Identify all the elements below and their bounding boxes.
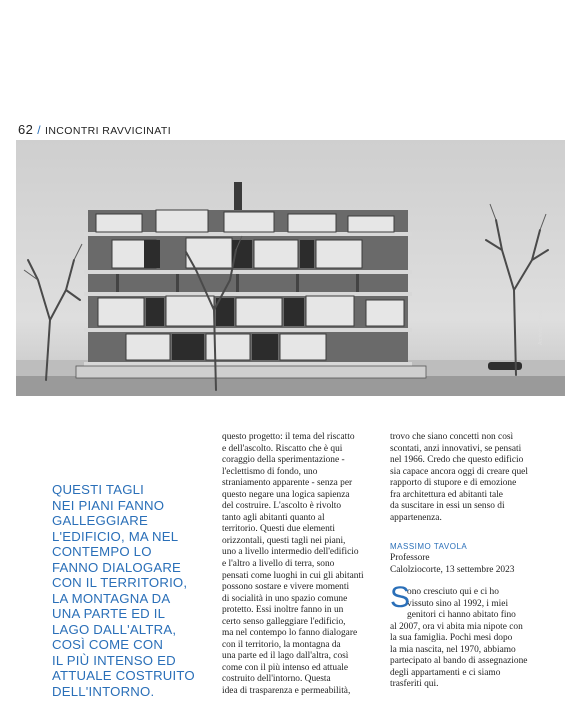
body-line: genitori ci hanno abitato fino	[407, 610, 516, 621]
testimony-text	[390, 581, 560, 691]
body-line: pensati come luoghi in cui gli abitanti	[222, 570, 364, 581]
body-column-middle	[222, 432, 380, 698]
body-line: da suscitare in essi un senso di	[390, 501, 505, 512]
quote-line: CON IL TERRITORIO,	[52, 575, 188, 590]
body-line: trasferiti qui.	[390, 679, 439, 690]
body-line: l'eclettismo di fondo, uno	[222, 466, 318, 477]
quote-line: GALLEGGIARE	[52, 513, 149, 528]
body-line: territorio. Questi due elementi	[222, 524, 335, 535]
body-line: fra architettura ed abitanti tale	[390, 489, 503, 500]
body-line: degli appartamenti e ci siamo	[390, 667, 501, 678]
body-line: questo negare una logica sapienza	[222, 489, 350, 500]
quote-line: IL PIÙ INTENSO ED	[52, 652, 176, 668]
body-line: una parte ed il lago dall'altra, così	[222, 651, 349, 662]
quote-line: DELL'INTORNO.	[52, 683, 155, 699]
body-line: tanto agli abitanti quanto al	[222, 512, 325, 523]
header-separator: /	[37, 123, 41, 137]
body-line: con il territorio, la montagna da	[222, 639, 341, 650]
body-line: la sua famiglia. Pochi mesi dopo	[390, 633, 513, 644]
body-line: possono sostare e vivere momenti	[222, 582, 350, 593]
body-line: questo progetto: il tema del riscatto	[222, 432, 355, 442]
body-line: idea di trasparenza e permeabilità,	[222, 686, 351, 697]
body-line: e dell'ascolto. Riscatto che è qui	[222, 443, 343, 454]
body-line: ono cresciuto qui e ci ho	[407, 587, 499, 597]
photo-credit: Archivio Gardinale	[538, 304, 544, 345]
page-header	[18, 122, 171, 137]
author-name: MASSIMO TAVOLA	[390, 542, 468, 551]
body-line: vissuto sino al 1992, i miei	[407, 598, 509, 609]
quote-line: COSÌ COME CON	[52, 637, 164, 652]
body-column-right	[390, 432, 555, 524]
body-line: coraggio della sperimentazione -	[222, 455, 345, 466]
body-line: la mia nascita, nel 1970, abbiamo	[390, 644, 516, 655]
quote-line: LAGO DALL'ALTRA,	[52, 621, 177, 637]
quote-line: ATTUALE COSTRUITO	[52, 668, 195, 683]
page-number: 62	[18, 122, 34, 137]
body-line: nel 1966. Credo che questo edificio	[390, 455, 524, 466]
body-line: di socialità in uno spazio comune	[222, 593, 348, 604]
author-place-date: Calolziocorte, 13 settembre 2023	[390, 564, 515, 575]
quote-line: L'EDIFICIO, MA NEL	[52, 528, 179, 544]
body-line: sia capace ancora oggi di creare quel	[390, 466, 528, 477]
body-line: appartenenza.	[390, 512, 442, 523]
body-line: rapporto di stupore e di emozione	[390, 478, 517, 489]
pull-quote	[52, 482, 212, 699]
body-line: protetto. Essi inoltre fanno in un	[222, 605, 344, 616]
body-line: scontati, anzi innovativi, se pensati	[390, 443, 522, 454]
body-line: uno a livello intermedio dell'edificio	[222, 547, 359, 558]
building-model-photo	[16, 140, 565, 396]
drop-cap: S	[390, 581, 411, 614]
body-line: partecipato al bando di assegnazione	[390, 656, 528, 667]
quote-line: FANNO DIALOGARE	[52, 559, 182, 575]
body-line: come con il più intenso ed attuale	[222, 662, 349, 673]
body-line: del costruire. L'ascolto è rivolto	[222, 501, 342, 512]
quote-line: LA MONTAGNA DA	[52, 590, 171, 606]
body-line: trovo che siano concetti non così	[390, 432, 514, 442]
body-line: certo senso galleggiare l'edificio,	[222, 616, 346, 627]
body-line: e l'altro a livello di terra, sono	[222, 559, 335, 570]
body-line: straniamento apparente - senza per	[222, 478, 353, 489]
section-title: INCONTRI RAVVICINATI	[45, 125, 172, 137]
quote-line: UNA PARTE ED IL	[52, 606, 166, 621]
body-line: orizzontali, questi tagli nei piani,	[222, 535, 346, 546]
quote-line: NEI PIANI FANNO	[52, 497, 165, 513]
author-info	[390, 553, 514, 576]
quote-line: CONTEMPO LO	[52, 544, 152, 559]
quote-line: QUESTI TAGLI	[52, 482, 145, 497]
body-line: costruito dell'intorno. Questa	[222, 674, 331, 685]
body-line: ma nel contempo lo fanno dialogare	[222, 628, 358, 639]
body-line: al 2007, ora vi abita mia nipote con	[390, 621, 523, 632]
author-role: Professore	[390, 553, 430, 563]
